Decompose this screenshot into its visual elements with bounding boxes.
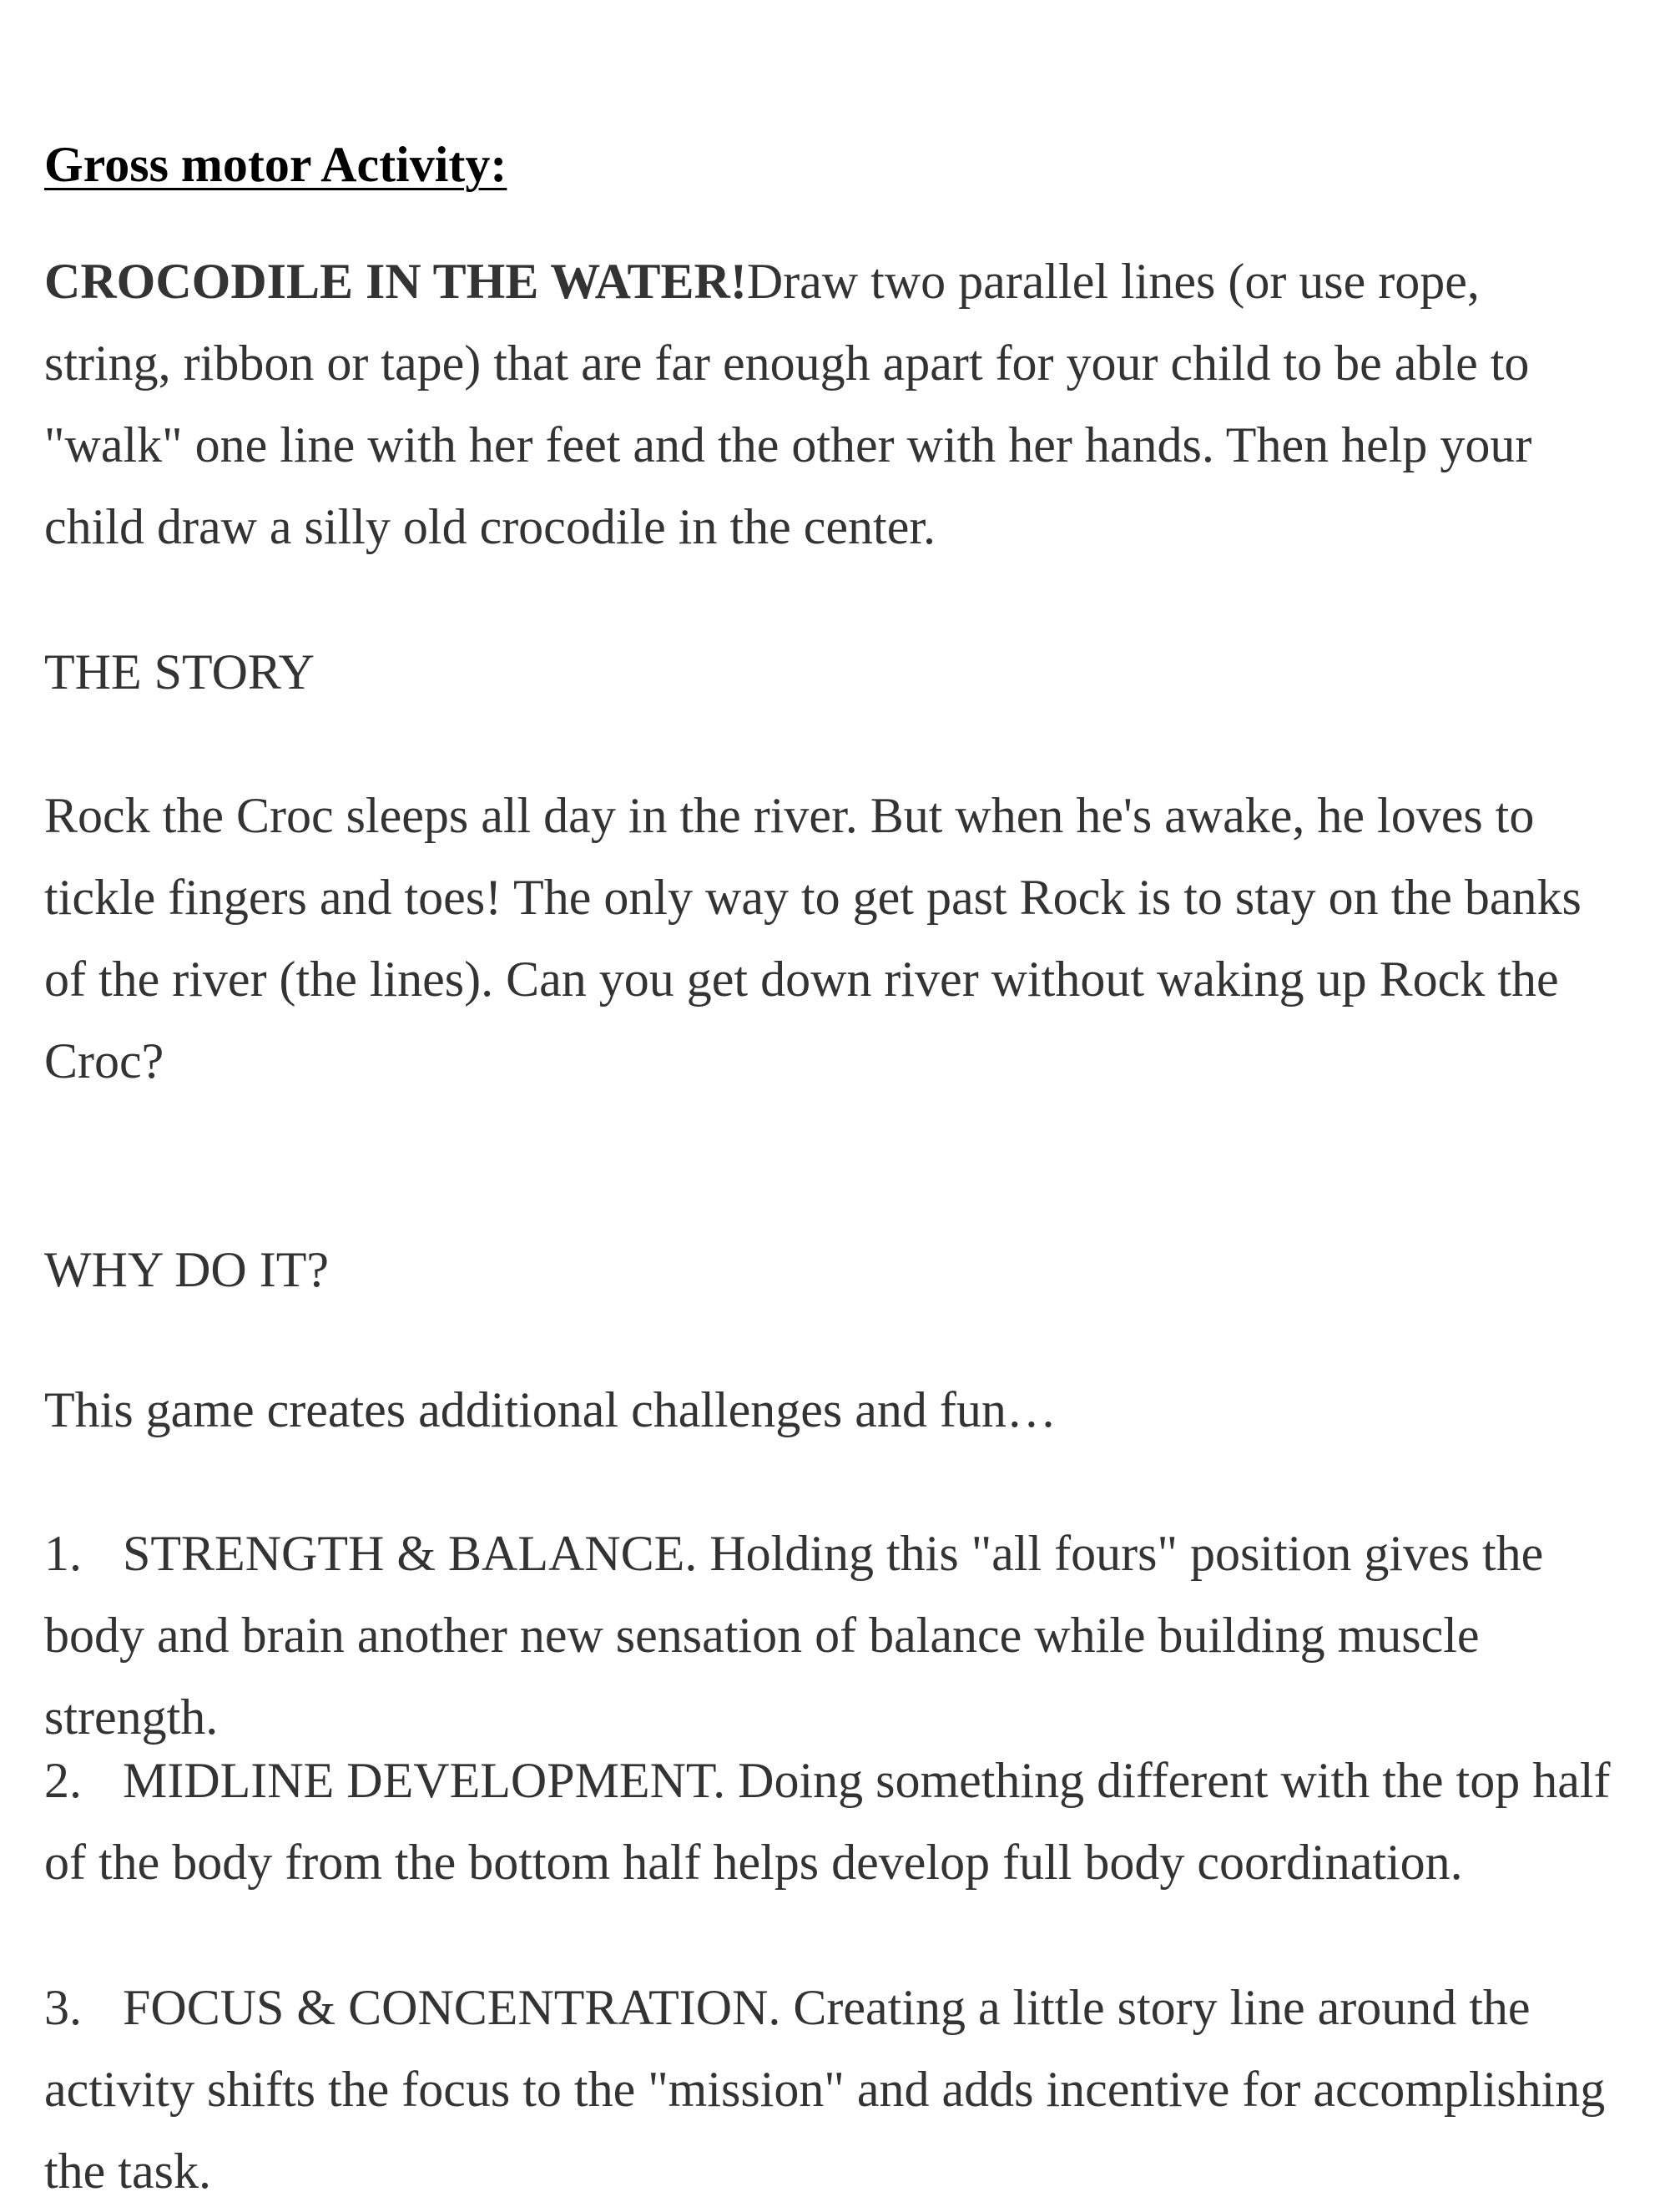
list-item-focus-concentration: [44, 1967, 1613, 2212]
list-item-number: 3.: [44, 1980, 82, 2035]
activity-title: CROCODILE IN THE WATER!: [44, 254, 747, 309]
list-item-midline-development: [44, 1740, 1613, 1903]
list-item-strength-balance: [44, 1513, 1613, 1758]
intro-text: Draw two parallel lines (or use rope, string, ribbon or tape) that are far enough apart for your child to be able to "walk" one line with her feet and the other with her hands. Then help your child draw a silly old crocodile in the center.: [44, 254, 1532, 554]
list-item-number: 1.: [44, 1526, 82, 1581]
activity-heading: Gross motor Activity:: [44, 137, 507, 192]
why-intro: This game creates additional challenges and fun…: [44, 1382, 1057, 1437]
story-paragraph: Rock the Croc sleeps all day in the river. But when he's awake, he loves to tickle fingers and toes! The only way to get past Rock is to stay on the banks of the river (the lines). Can you get down river without waking up Rock the Croc?: [44, 788, 1582, 1088]
list-item-number: 2.: [44, 1753, 82, 1808]
list-item-text: MIDLINE DEVELOPMENT. Doing something different with the top half of the body from the bottom half helps develop full body coordination.: [44, 1753, 1611, 1890]
story-title: THE STORY: [44, 644, 315, 699]
list-item-text: STRENGTH & BALANCE. Holding this "all fours" position gives the body and brain another new sensation of balance while building muscle strength.: [44, 1526, 1544, 1745]
intro-paragraph: [44, 240, 1613, 568]
list-item-text: FOCUS & CONCENTRATION. Creating a little story line around the activity shifts the focus to the "mission" and adds incentive for accomplishing the task.: [44, 1980, 1606, 2199]
why-title: WHY DO IT?: [44, 1242, 329, 1297]
